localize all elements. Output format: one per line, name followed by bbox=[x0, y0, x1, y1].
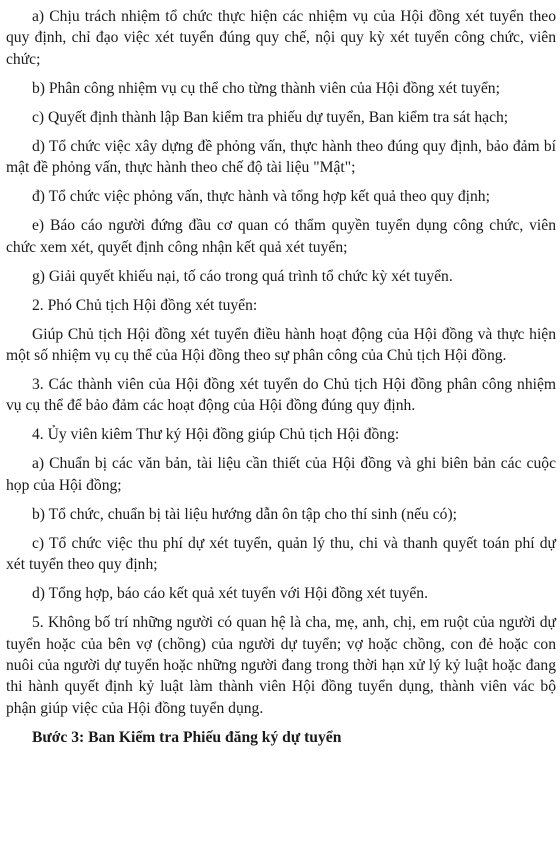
paragraph-secretary-duty-b: b) Tổ chức, chuẩn bị tài liệu hướng dẫn ôn tập cho thí sinh (nếu có); bbox=[32, 505, 457, 523]
paragraph-secretary-duty-a: a) Chuẩn bị các văn bản, tài liệu cần thiết của Hội đồng và ghi biên bản các cuộc họp của Hội đồng; bbox=[6, 455, 556, 494]
paragraph-chair-duty-b: b) Phân công nhiệm vụ cụ thể cho từng thành viên của Hội đồng xét tuyển; bbox=[32, 79, 500, 97]
paragraph-chair-duty-g: g) Giải quyết khiếu nại, tố cáo trong quá trình tổ chức kỳ xét tuyển. bbox=[32, 267, 453, 285]
paragraph-chair-duty-e: e) Báo cáo người đứng đầu cơ quan có thẩm quyền tuyển dụng công chức, viên chức xem xét, quyết định công nhận kết quả xét tuyển; bbox=[6, 217, 556, 256]
paragraph-section-5: 5. Không bố trí những người có quan hệ là cha, mẹ, anh, chị, em ruột của người dự tuyển hoặc của bên vợ (chồng) của người dự tuyển; vợ hoặc chồng, con đẻ hoặc con nuôi của người dự tuyển hoặc những người đang trong thời hạn xử lý kỷ luật hoặc đang thi hành quyết định kỷ luật làm thành viên Hội đồng tuyển dụng, thành viên vác bộ phận giúp việc của Hội đồng tuyển dụng. bbox=[6, 614, 556, 717]
step-3-heading: Bước 3: Ban Kiểm tra Phiếu đăng ký dự tuyển bbox=[32, 728, 342, 746]
paragraph-chair-duty-c: c) Quyết định thành lập Ban kiểm tra phiếu dự tuyển, Ban kiểm tra sát hạch; bbox=[32, 108, 509, 126]
paragraph-section-4-heading: 4. Ủy viên kiêm Thư ký Hội đồng giúp Chủ tịch Hội đồng: bbox=[32, 426, 400, 444]
paragraph-section-3: 3. Các thành viên của Hội đồng xét tuyển do Chủ tịch Hội đồng phân công nhiệm vụ cụ thể để bảo đảm các hoạt động của Hội đồng đúng quy định. bbox=[6, 376, 556, 415]
paragraph-chair-duty-dd: đ) Tổ chức việc phỏng vấn, thực hành và tổng hợp kết quả theo quy định; bbox=[32, 188, 490, 206]
paragraph-chair-duty-d: d) Tổ chức việc xây dựng đề phỏng vấn, thực hành theo đúng quy định, bảo đảm bí mật đề phỏng vấn, thực hành theo chế độ tài liệu "Mật"; bbox=[6, 137, 556, 177]
paragraph-secretary-duty-c: c) Tổ chức việc thu phí dự xét tuyển, quản lý thu, chi và thanh quyết toán phí dự xét tuyển theo quy định; bbox=[6, 534, 556, 574]
paragraph-section-2-body: Giúp Chủ tịch Hội đồng xét tuyển điều hành hoạt động của Hội đồng và thực hiện một số nhiệm vụ cụ thể của Hội đồng theo sự phân công của Chủ tịch Hội đồng. bbox=[6, 325, 556, 365]
paragraph-secretary-duty-d: d) Tổng hợp, báo cáo kết quả xét tuyển với Hội đồng xét tuyển. bbox=[32, 585, 429, 603]
paragraph-chair-duty-a: a) Chịu trách nhiệm tổ chức thực hiện các nhiệm vụ của Hội đồng xét tuyển theo quy định, chỉ đạo việc xét tuyển đúng quy chế, nội quy kỳ xét tuyển công chức, viên chức; bbox=[6, 8, 556, 68]
paragraph-section-2-heading: 2. Phó Chủ tịch Hội đồng xét tuyển: bbox=[32, 296, 258, 314]
